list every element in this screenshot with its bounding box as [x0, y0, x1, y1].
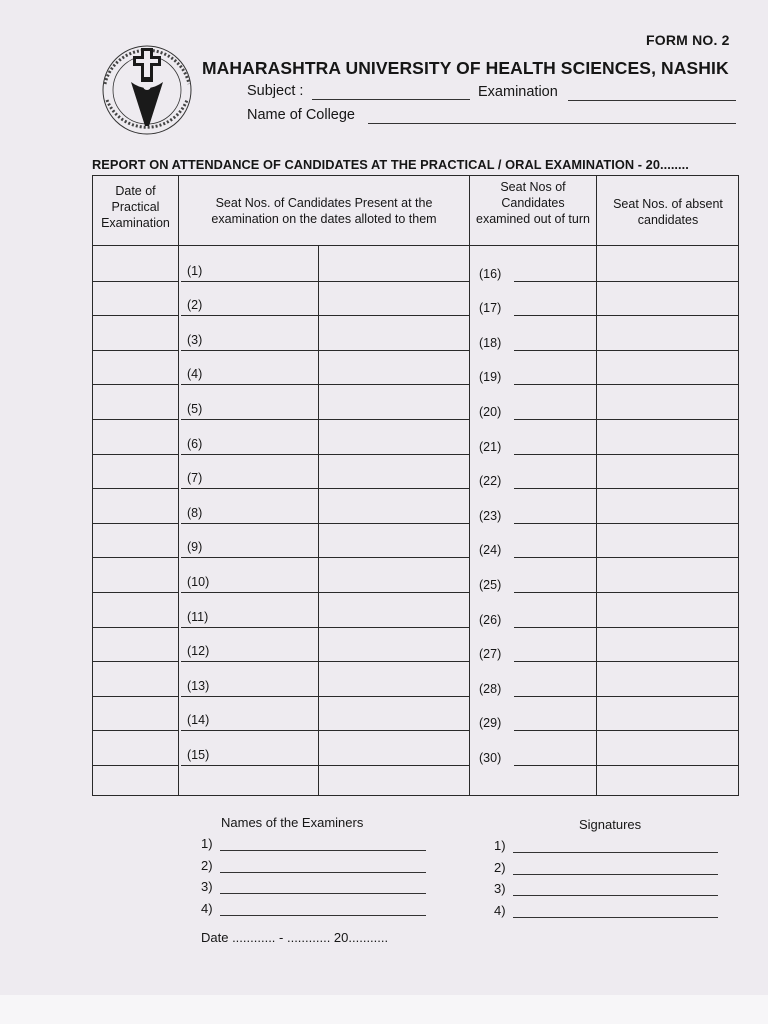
table-column-divider: [469, 176, 470, 795]
row-number-right: (24): [479, 543, 502, 558]
out-of-turn-line: [514, 281, 596, 282]
row-number-right: (16): [479, 266, 502, 281]
present-line-b: [318, 350, 469, 351]
out-of-turn-line: [514, 384, 596, 385]
row-number-left: (2): [187, 298, 203, 313]
out-of-turn-line: [514, 557, 596, 558]
row-number-right: (30): [479, 751, 502, 765]
subject-field-line: [312, 99, 470, 100]
present-line-a: [181, 627, 318, 628]
university-name: MAHARASHTRA UNIVERSITY OF HEALTH SCIENCES, NASHIK: [202, 58, 729, 78]
signature-number: 3): [494, 881, 506, 896]
out-of-turn-line: [514, 419, 596, 420]
examiner-name-number: 3): [201, 879, 213, 894]
absent-line: [596, 350, 738, 351]
absent-line: [596, 488, 738, 489]
date-cell-line: [93, 488, 178, 489]
signatures-title: Signatures: [579, 817, 642, 832]
form-number: FORM NO. 2: [646, 32, 730, 48]
row-number-right: (25): [479, 578, 502, 592]
row-number-right: (22): [479, 474, 502, 489]
absent-line: [596, 592, 738, 593]
date-cell-line: [93, 315, 178, 316]
examiner-name-number: 4): [201, 900, 213, 916]
row-number-right: (27): [479, 647, 502, 662]
out-of-turn-line: [514, 523, 596, 524]
present-line-a: [181, 384, 318, 385]
out-of-turn-line: [514, 696, 596, 697]
row-number-left: (14): [187, 713, 210, 728]
row-number-right: (17): [479, 301, 502, 316]
row-number-left: (7): [187, 471, 203, 486]
present-line-b: [318, 592, 469, 593]
absent-line: [596, 730, 738, 731]
date-cell-line: [93, 523, 178, 524]
date-cell-line: [93, 454, 178, 455]
date-cell-line: [93, 696, 178, 697]
date-cell-line: [93, 592, 178, 593]
row-number-right: (28): [479, 681, 502, 696]
present-line-b: [318, 557, 469, 558]
present-line-b: [318, 454, 469, 455]
header-seat-nos-absent: Seat Nos. of absent candidates: [613, 197, 723, 227]
absent-line: [596, 696, 738, 697]
row-number-left: (13): [187, 678, 210, 693]
date-cell-line: [93, 627, 178, 628]
signature-number: 4): [494, 902, 506, 918]
examiner-name-line: [220, 872, 426, 873]
present-line-a: [181, 419, 318, 420]
present-line-b: [318, 523, 469, 524]
row-number-right: (18): [479, 335, 502, 350]
absent-line: [596, 765, 738, 766]
present-line-a: [181, 765, 318, 766]
present-line-a: [181, 661, 318, 662]
present-line-b: [318, 765, 469, 766]
date-cell-line: [93, 765, 178, 766]
row-number-left: (6): [187, 436, 203, 451]
date-cell-line: [93, 661, 178, 662]
absent-line: [596, 281, 738, 282]
present-line-a: [181, 730, 318, 731]
absent-line: [596, 661, 738, 662]
examination-field-line: [568, 100, 736, 101]
scan-bottom-edge: [0, 995, 768, 1024]
present-line-a: [181, 315, 318, 316]
out-of-turn-line: [514, 350, 596, 351]
date-cell-line: [93, 557, 178, 558]
row-number-left: (1): [187, 263, 203, 278]
present-line-b: [318, 696, 469, 697]
present-line-b: [318, 281, 469, 282]
row-number-right: (23): [479, 508, 502, 523]
present-line-b: [318, 627, 469, 628]
present-line-a: [181, 281, 318, 282]
examiner-name-number: 1): [201, 836, 213, 851]
present-line-b: [318, 488, 469, 489]
absent-line: [596, 315, 738, 316]
examiner-name-line: [220, 915, 426, 916]
signature-number: 2): [494, 859, 506, 875]
row-number-right: (19): [479, 370, 502, 385]
out-of-turn-line: [514, 730, 596, 731]
present-line-b: [318, 384, 469, 385]
university-seal-icon: [95, 38, 201, 144]
signature-line: [513, 917, 718, 918]
examiner-name-line: [220, 893, 426, 894]
table-header-divider: [93, 245, 738, 246]
signature-line: [513, 874, 718, 875]
present-line-b: [318, 661, 469, 662]
out-of-turn-line: [514, 315, 596, 316]
out-of-turn-line: [514, 765, 596, 766]
row-number-right: (26): [479, 612, 502, 627]
table-column-divider: [318, 246, 319, 795]
present-line-b: [318, 419, 469, 420]
college-label: Name of College: [247, 107, 355, 123]
signature-line: [513, 895, 718, 896]
present-line-a: [181, 696, 318, 697]
table-column-divider: [178, 176, 179, 795]
row-number-left: (12): [187, 644, 210, 659]
header-seat-nos-present: Seat Nos. of Candidates Present at the examination on the dates alloted to them: [211, 196, 437, 226]
out-of-turn-line: [514, 627, 596, 628]
row-number-right: (20): [479, 405, 502, 419]
out-of-turn-line: [514, 592, 596, 593]
absent-line: [596, 454, 738, 455]
date-cell-line: [93, 350, 178, 351]
examiner-name-number: 2): [201, 857, 213, 873]
absent-line: [596, 627, 738, 628]
present-line-b: [318, 730, 469, 731]
attendance-table: [92, 175, 739, 796]
out-of-turn-line: [514, 454, 596, 455]
absent-line: [596, 523, 738, 524]
row-number-left: (3): [187, 332, 203, 347]
date-cell-line: [93, 281, 178, 282]
row-number-left: (11): [187, 609, 209, 624]
row-number-left: (9): [187, 540, 203, 555]
present-line-a: [181, 350, 318, 351]
present-line-a: [181, 557, 318, 558]
row-number-left: (15): [187, 748, 210, 762]
examination-label: Examination: [478, 84, 558, 100]
examiners-names-title: Names of the Examiners: [221, 815, 364, 830]
date-line: Date ............ - ............ 20...........: [201, 930, 389, 945]
out-of-turn-line: [514, 488, 596, 489]
header-seat-nos-out-of-turn: Seat Nos of Candidates examined out of turn: [476, 180, 590, 226]
row-number-right: (29): [479, 716, 502, 731]
report-title: REPORT ON ATTENDANCE OF CANDIDATES AT THE PRACTICAL / ORAL EXAMINATION - 20........: [92, 157, 689, 172]
present-line-a: [181, 488, 318, 489]
table-column-divider: [596, 176, 597, 795]
date-cell-line: [93, 730, 178, 731]
row-number-left: (10): [187, 575, 210, 589]
absent-line: [596, 384, 738, 385]
row-number-left: (4): [187, 367, 203, 382]
signature-number: 1): [494, 838, 506, 853]
subject-label: Subject :: [247, 83, 304, 99]
present-line-a: [181, 454, 318, 455]
present-line-b: [318, 315, 469, 316]
date-cell-line: [93, 419, 178, 420]
header-date-of-practical: Date of Practical Examination: [101, 184, 170, 230]
row-number-left: (5): [187, 402, 203, 416]
present-line-a: [181, 592, 318, 593]
row-number-right: (21): [479, 439, 502, 454]
signature-line: [513, 852, 718, 853]
college-field-line: [368, 123, 736, 124]
examiner-name-line: [220, 850, 426, 851]
absent-line: [596, 419, 738, 420]
absent-line: [596, 557, 738, 558]
out-of-turn-line: [514, 661, 596, 662]
present-line-a: [181, 523, 318, 524]
date-cell-line: [93, 384, 178, 385]
row-number-left: (8): [187, 505, 203, 520]
